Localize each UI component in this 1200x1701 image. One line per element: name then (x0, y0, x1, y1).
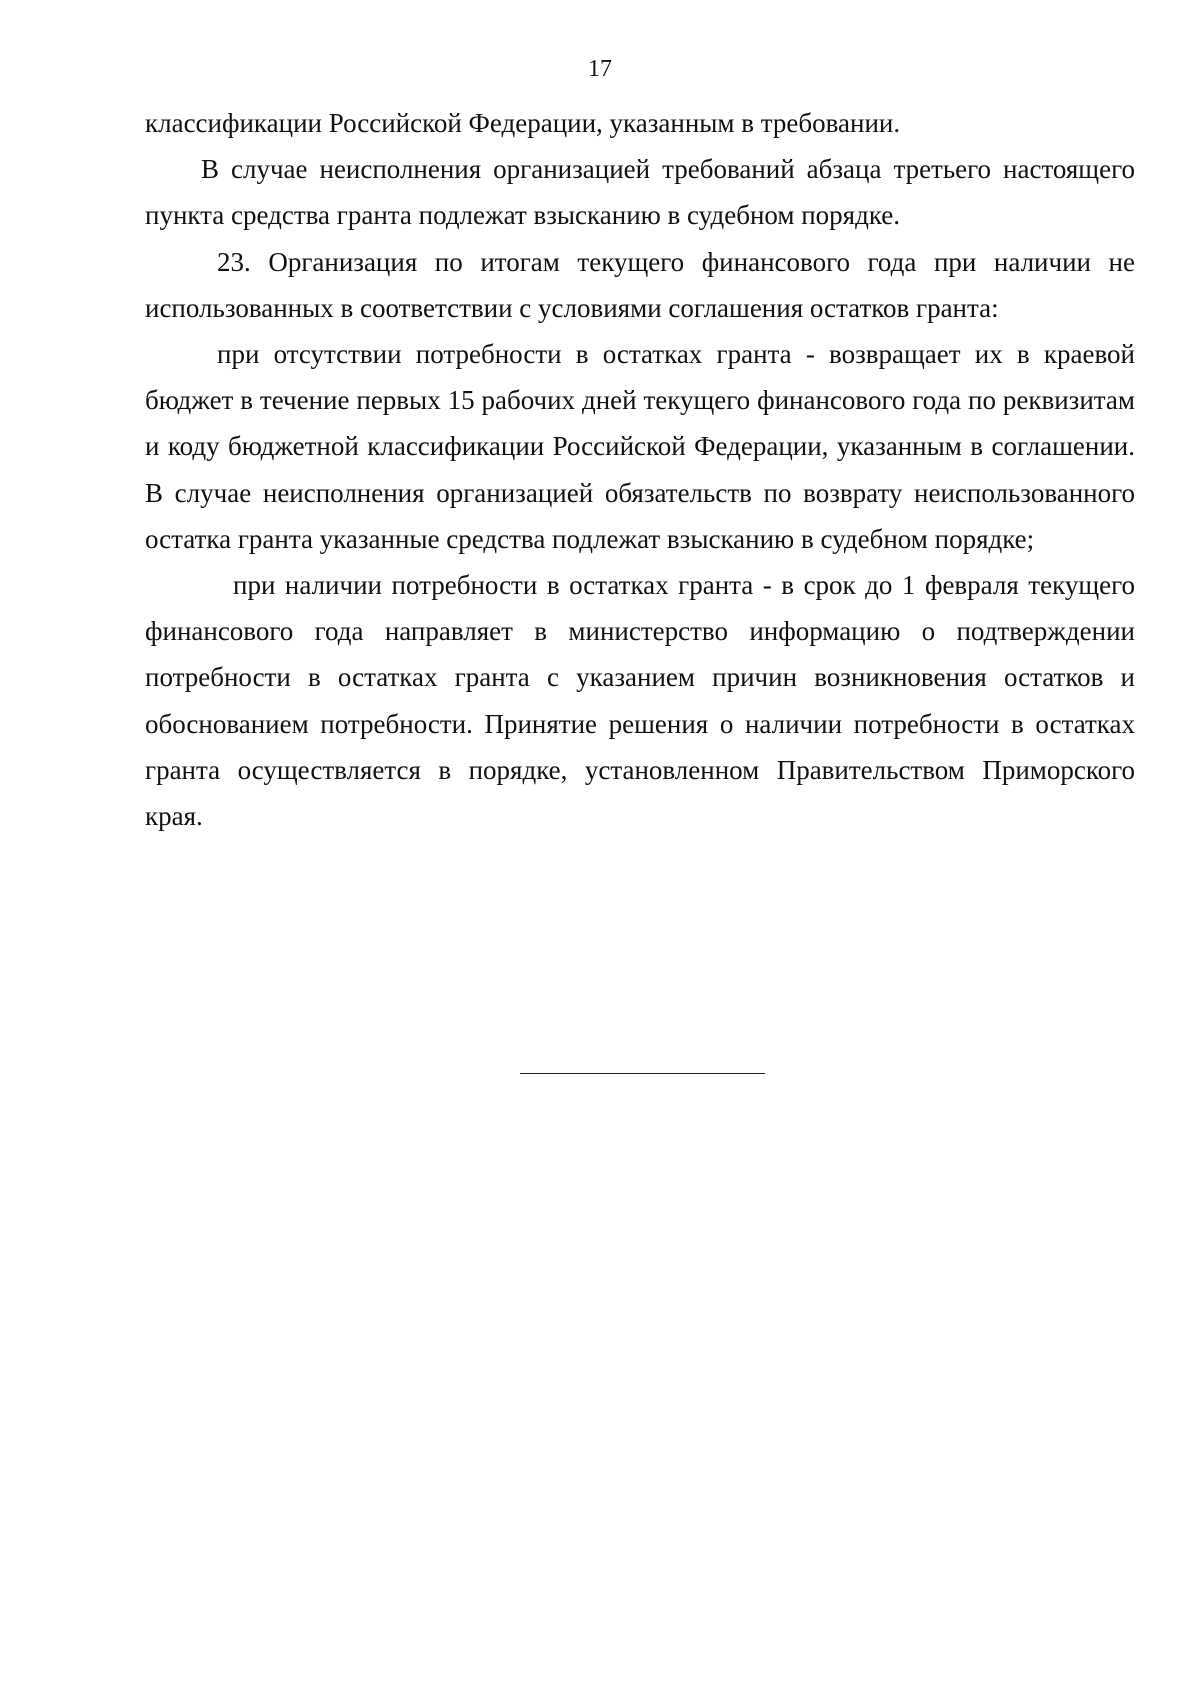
document-body (145, 100, 1135, 839)
paragraph-continuation: классификации Российской Федерации, указанным в требовании. (145, 108, 901, 138)
paragraph-no-need: при отсутствии потребности в остатках гранта - возвращает их в краевой бюджет в течение первых 15 рабочих дней текущего финансового года по реквизитам и коду бюджетной классификации Российской Федерации, указанным в соглашении. В случае неисполнения организацией обязательств по возврату неиспользованного остатка гранта указанные средства подлежат взысканию в судебном порядке; (145, 339, 1135, 554)
end-of-document-rule (520, 1073, 765, 1074)
paragraph-need: при наличии потребности в остатках гранта - в срок до 1 февраля текущего финансового года направляет в министерство информацию о подтверждении потребности в остатках гранта с указанием причин возникновения остатков и обоснованием потребности. Принятие решения о наличии потребности в остатках гранта осуществляется в порядке, установленном Правительством Приморского края. (145, 570, 1135, 832)
paragraph-non-fulfillment: В случае неисполнения организацией требований абзаца третьего настоящего пункта средства гранта подлежат взысканию в судебном порядке. (145, 154, 1135, 231)
paragraph-item-23: 23. Организация по итогам текущего финансового года при наличии не использованных в соответствии с условиями соглашения остатков гранта: (145, 246, 1135, 323)
page-number: 17 (588, 56, 612, 82)
